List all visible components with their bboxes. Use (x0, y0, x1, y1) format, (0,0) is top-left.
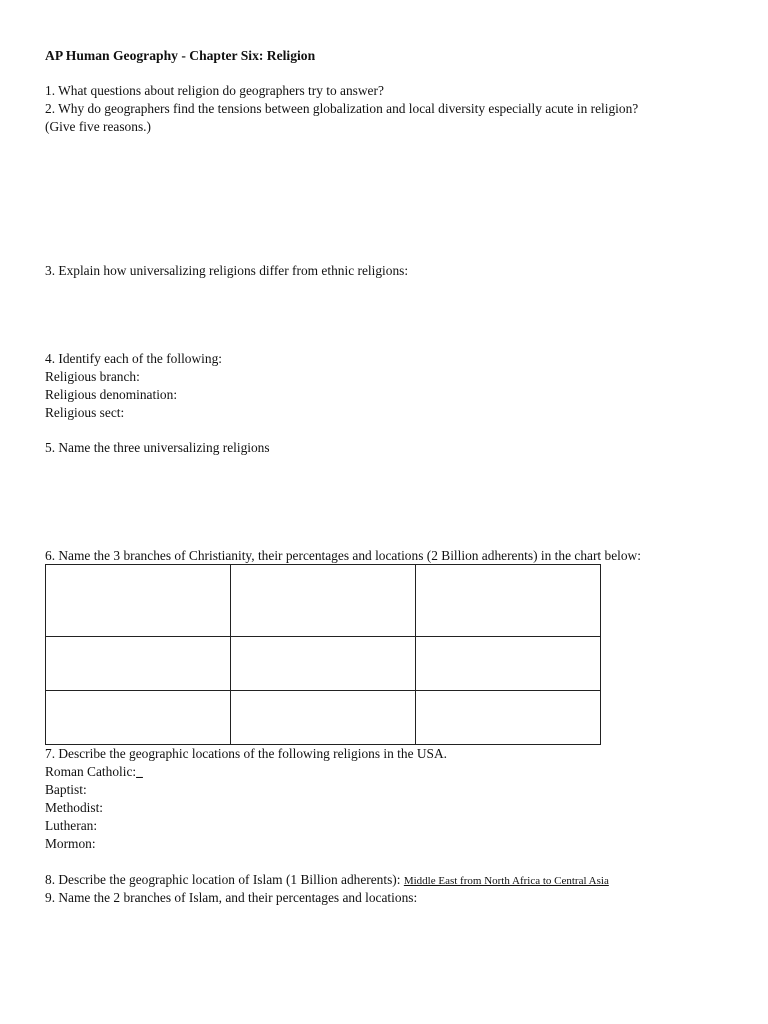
christianity-branches-chart (45, 564, 601, 745)
document-title: AP Human Geography - Chapter Six: Religion (45, 48, 316, 63)
question-5: 5. Name the three universalizing religions (45, 440, 270, 455)
chart-cell (416, 691, 601, 745)
question-4: 4. Identify each of the following: (45, 351, 223, 366)
chart-cell (231, 637, 416, 691)
chart-cell (46, 691, 231, 745)
answer-blank: _ (136, 764, 143, 779)
chart-cell (46, 565, 231, 637)
chart-cell (231, 691, 416, 745)
chart-cell (231, 565, 416, 637)
question-8-answer: Middle East from North Africa to Central Asia (403, 875, 609, 887)
question-2-note: (Give five reasons.) (45, 119, 151, 134)
usa-religion-label: Roman Catholic: (45, 764, 137, 779)
chart-row (46, 565, 601, 637)
question-3: 3. Explain how universalizing religions differ from ethnic religions: (45, 263, 409, 278)
usa-religion-baptist: Baptist: (45, 782, 87, 797)
chart-row (46, 691, 601, 745)
usa-religion-roman-catholic (45, 763, 143, 781)
term-religious-denomination: Religious denomination: (45, 387, 178, 402)
term-religious-sect: Religious sect: (45, 405, 125, 420)
question-8-prompt: 8. Describe the geographic location of Islam (1 Billion adherents): (45, 872, 404, 887)
chart-cell (416, 565, 601, 637)
chart-row (46, 637, 601, 691)
question-1: 1. What questions about religion do geographers try to answer? (45, 83, 384, 98)
question-2: 2. Why do geographers find the tensions between globalization and local diversity especially acute in religion? (45, 101, 639, 116)
question-6: 6. Name the 3 branches of Christianity, their percentages and locations (2 Billion adherents) in the chart below: (45, 548, 641, 563)
chart-cell (46, 637, 231, 691)
question-8 (45, 871, 609, 890)
question-7: 7. Describe the geographic locations of the following religions in the USA. (45, 746, 448, 761)
term-religious-branch: Religious branch: (45, 369, 140, 384)
usa-religion-methodist: Methodist: (45, 800, 104, 815)
usa-religion-mormon: Mormon: (45, 836, 96, 851)
chart-cell (416, 637, 601, 691)
usa-religion-lutheran: Lutheran: (45, 818, 98, 833)
question-9: 9. Name the 2 branches of Islam, and their percentages and locations: (45, 890, 418, 905)
